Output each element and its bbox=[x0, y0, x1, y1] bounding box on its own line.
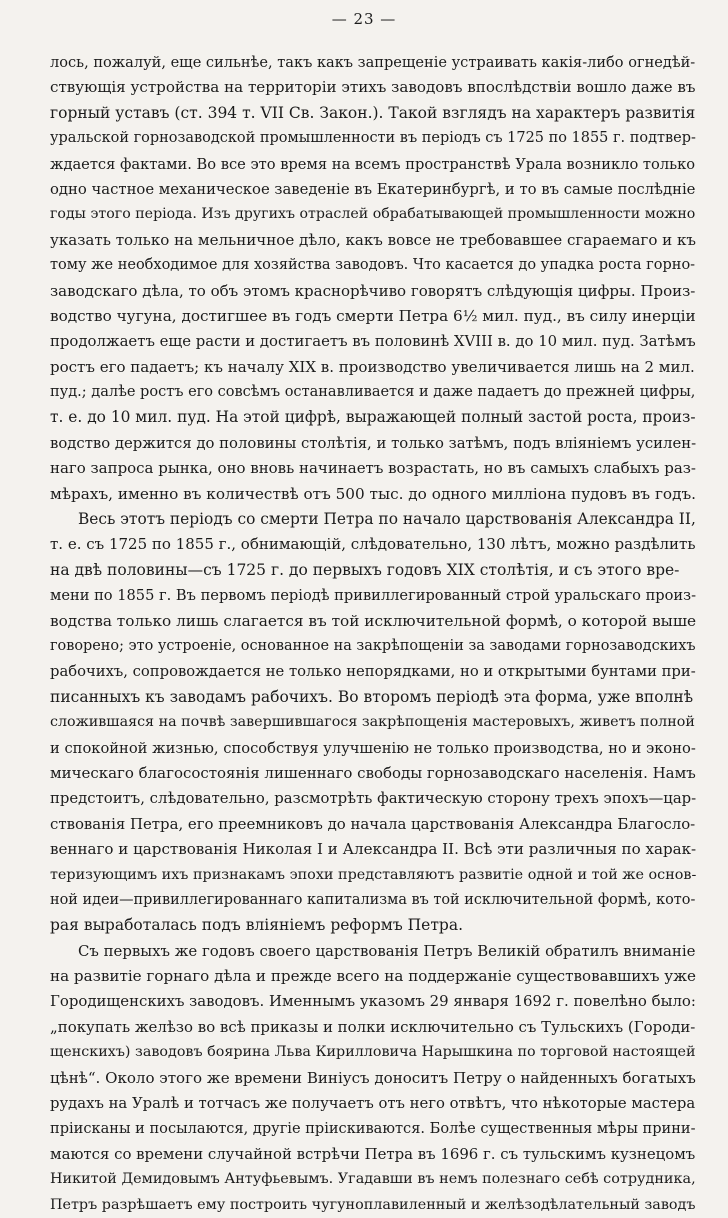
text-line: ростъ его падаетъ; къ началу XIX в. производство увеличивается лишь на 2 мил. bbox=[50, 357, 695, 376]
body-text bbox=[50, 50, 696, 1218]
text-line: уральской горнозаводской промышленности въ періодъ съ 1725 по 1855 г. подтвер- bbox=[50, 130, 696, 147]
text-line: водство чугуна, достигшее въ годъ смерти Петра 6½ мил. пуд., въ силу инерціи bbox=[50, 306, 696, 325]
text-line: т. е. до 10 мил. пуд. На этой цифрѣ, выражающей полный застой роста, произ- bbox=[50, 408, 696, 427]
text-line: писанныхъ къ заводамъ рабочихъ. Во второмъ періодѣ эта форма, уже вполнѣ bbox=[50, 687, 694, 706]
text-line: годы этого періода. Изъ другихъ отраслей обрабатывающей промышленности можно bbox=[50, 206, 696, 223]
text-line: маются со времени случайной встрѣчи Петра въ 1696 г. съ тульскимъ кузнецомъ bbox=[50, 1144, 696, 1163]
text-line: горный уставъ (ст. 394 т. VII Св. Закон.). Такой взглядъ на характеръ развитія bbox=[50, 103, 696, 122]
text-line: Городищенскихъ заводовъ. Именнымъ указомъ 29 января 1692 г. повелѣно было: bbox=[50, 992, 696, 1011]
text-line: ной идеи—привиллегированнаго капитализма въ той исключительной формѣ, кото- bbox=[50, 891, 696, 908]
text-line: водство держится до половины столѣтія, и только затѣмъ, подъ вліяніемъ усилен- bbox=[50, 434, 697, 452]
text-line: мени по 1855 г. Въ первомъ періодѣ привиллегированный строй уральскаго произ- bbox=[50, 587, 697, 605]
text-line: и спокойной жизнью, способствуя улучшенію не только производства, но и эконо- bbox=[50, 739, 696, 757]
text-line: на двѣ половины—съ 1725 г. до первыхъ годовъ XIX столѣтія, и съ этого вре- bbox=[50, 560, 680, 579]
text-line: лось, пожалуй, еще сильнѣе, такъ какъ запрещеніе устраивать какія-либо огнедѣй- bbox=[50, 54, 696, 71]
text-line: Никитой Демидовымъ Антуфьевымъ. Угадавши въ немъ полезнаго себѣ сотрудника, bbox=[50, 1171, 696, 1188]
text-line: рабочихъ, сопровождается не только непорядками, но и открытыми бунтами при- bbox=[50, 663, 696, 681]
text-line: теризующимъ ихъ признакамъ эпохи представляютъ развитіе одной и той же основ- bbox=[50, 866, 697, 883]
text-line: щенскихъ) заводовъ боярина Льва Кирилловича Нарышкина по торговой настоящей bbox=[50, 1044, 696, 1061]
text-line: заводскаго дѣла, то объ этомъ краснорѣчиво говорятъ слѣдующія цифры. Произ- bbox=[50, 281, 696, 300]
text-line: веннаго и царствованія Николая I и Александра II. Всѣ эти различныя по харак- bbox=[50, 840, 697, 859]
text-line: водства только лишь слагается въ той исключительной формѣ, о которой выше bbox=[50, 611, 697, 630]
text-line: на развитіе горнаго дѣла и прежде всего на поддержаніе существовавшихъ уже bbox=[50, 967, 697, 986]
text-line: мѣрахъ, именно въ количествѣ отъ 500 тыс. до одного милліона пудовъ въ годъ. bbox=[50, 484, 697, 503]
text-line: „покупать желѣзо во всѣ приказы и полки исключительно съ Тульскихъ (Городи- bbox=[50, 1017, 696, 1036]
text-line: указать только на мельничное дѣло, какъ вовсе не требовавшее сгараемаго и къ bbox=[50, 230, 696, 249]
text-line: говорено; это устроеніе, основанное на закрѣпощеніи за заводами горнозаводскихъ bbox=[50, 637, 696, 654]
text-line: тому же необходимое для хозяйства заводовъ. Что касается до упадка роста горно- bbox=[50, 257, 696, 274]
text-line: рая выработалась подъ вліяніемъ реформъ Петра. bbox=[50, 916, 463, 935]
text-line: Петръ разрѣшаетъ ему построить чугуноплавиленный и желѣзодѣлательный заводъ bbox=[50, 1196, 696, 1213]
text-line: прiисканы и посылаются, другіе пріискиваются. Болѣе существенныя мѣры прини- bbox=[50, 1120, 696, 1138]
text-line: рудахъ на Уралѣ и тотчасъ же получаетъ отъ него отвѣтъ, что нѣкоторые мастера bbox=[50, 1095, 696, 1113]
page-number: — 23 — bbox=[331, 10, 397, 28]
text-line: цѣнѣ“. Около этого же времени Виніусъ доноситъ Петру о найденныхъ богатыхъ bbox=[50, 1068, 696, 1087]
text-line: т. е. съ 1725 по 1855 г., обнимающій, слѣдовательно, 130 лѣтъ, можно раздѣлить bbox=[50, 535, 696, 554]
text-line: одно частное механическое заведеніе въ Екатеринбургѣ, и то въ самые послѣдніе bbox=[50, 180, 696, 198]
text-line: сложившаяся на почвѣ завершившагося закрѣпощенія мастеровыхъ, живетъ полной bbox=[50, 714, 695, 731]
text-line: ствующія устройства на территоріи этихъ заводовъ впослѣдствіи вошло даже въ bbox=[50, 78, 696, 97]
text-line: ждается фактами. Во все это время на всемъ пространствѣ Урала возникло только bbox=[50, 155, 696, 173]
text-line: пуд.; далѣе ростъ его совсѣмъ останавливается и даже падаетъ до прежней цифры, bbox=[50, 384, 696, 401]
text-line: продолжаетъ еще расти и достигаетъ въ половинѣ XVIII в. до 10 мил. пуд. Затѣмъ bbox=[50, 332, 696, 351]
text-line: ствованія Петра, его преемниковъ до начала царствованія Александра Благосло- bbox=[50, 814, 696, 833]
text-line: Съ первыхъ же годовъ своего царствованія Петръ Великій обратилъ вниманіе bbox=[78, 941, 696, 960]
text-line: мическаго благосостоянія лишеннаго свободы горнозаводскаго населенія. Намъ bbox=[50, 763, 696, 782]
text-line: предстоитъ, слѣдовательно, разсмотрѣть фактическую сторону трехъ эпохъ—цар- bbox=[50, 790, 697, 808]
text-line: Весь этотъ періодъ со смерти Петра по начало царствованія Александра II, bbox=[78, 510, 696, 529]
text-line: наго запроса рынка, оно вновь начинаетъ возрастать, но въ самыхъ слабыхъ раз- bbox=[50, 459, 696, 478]
